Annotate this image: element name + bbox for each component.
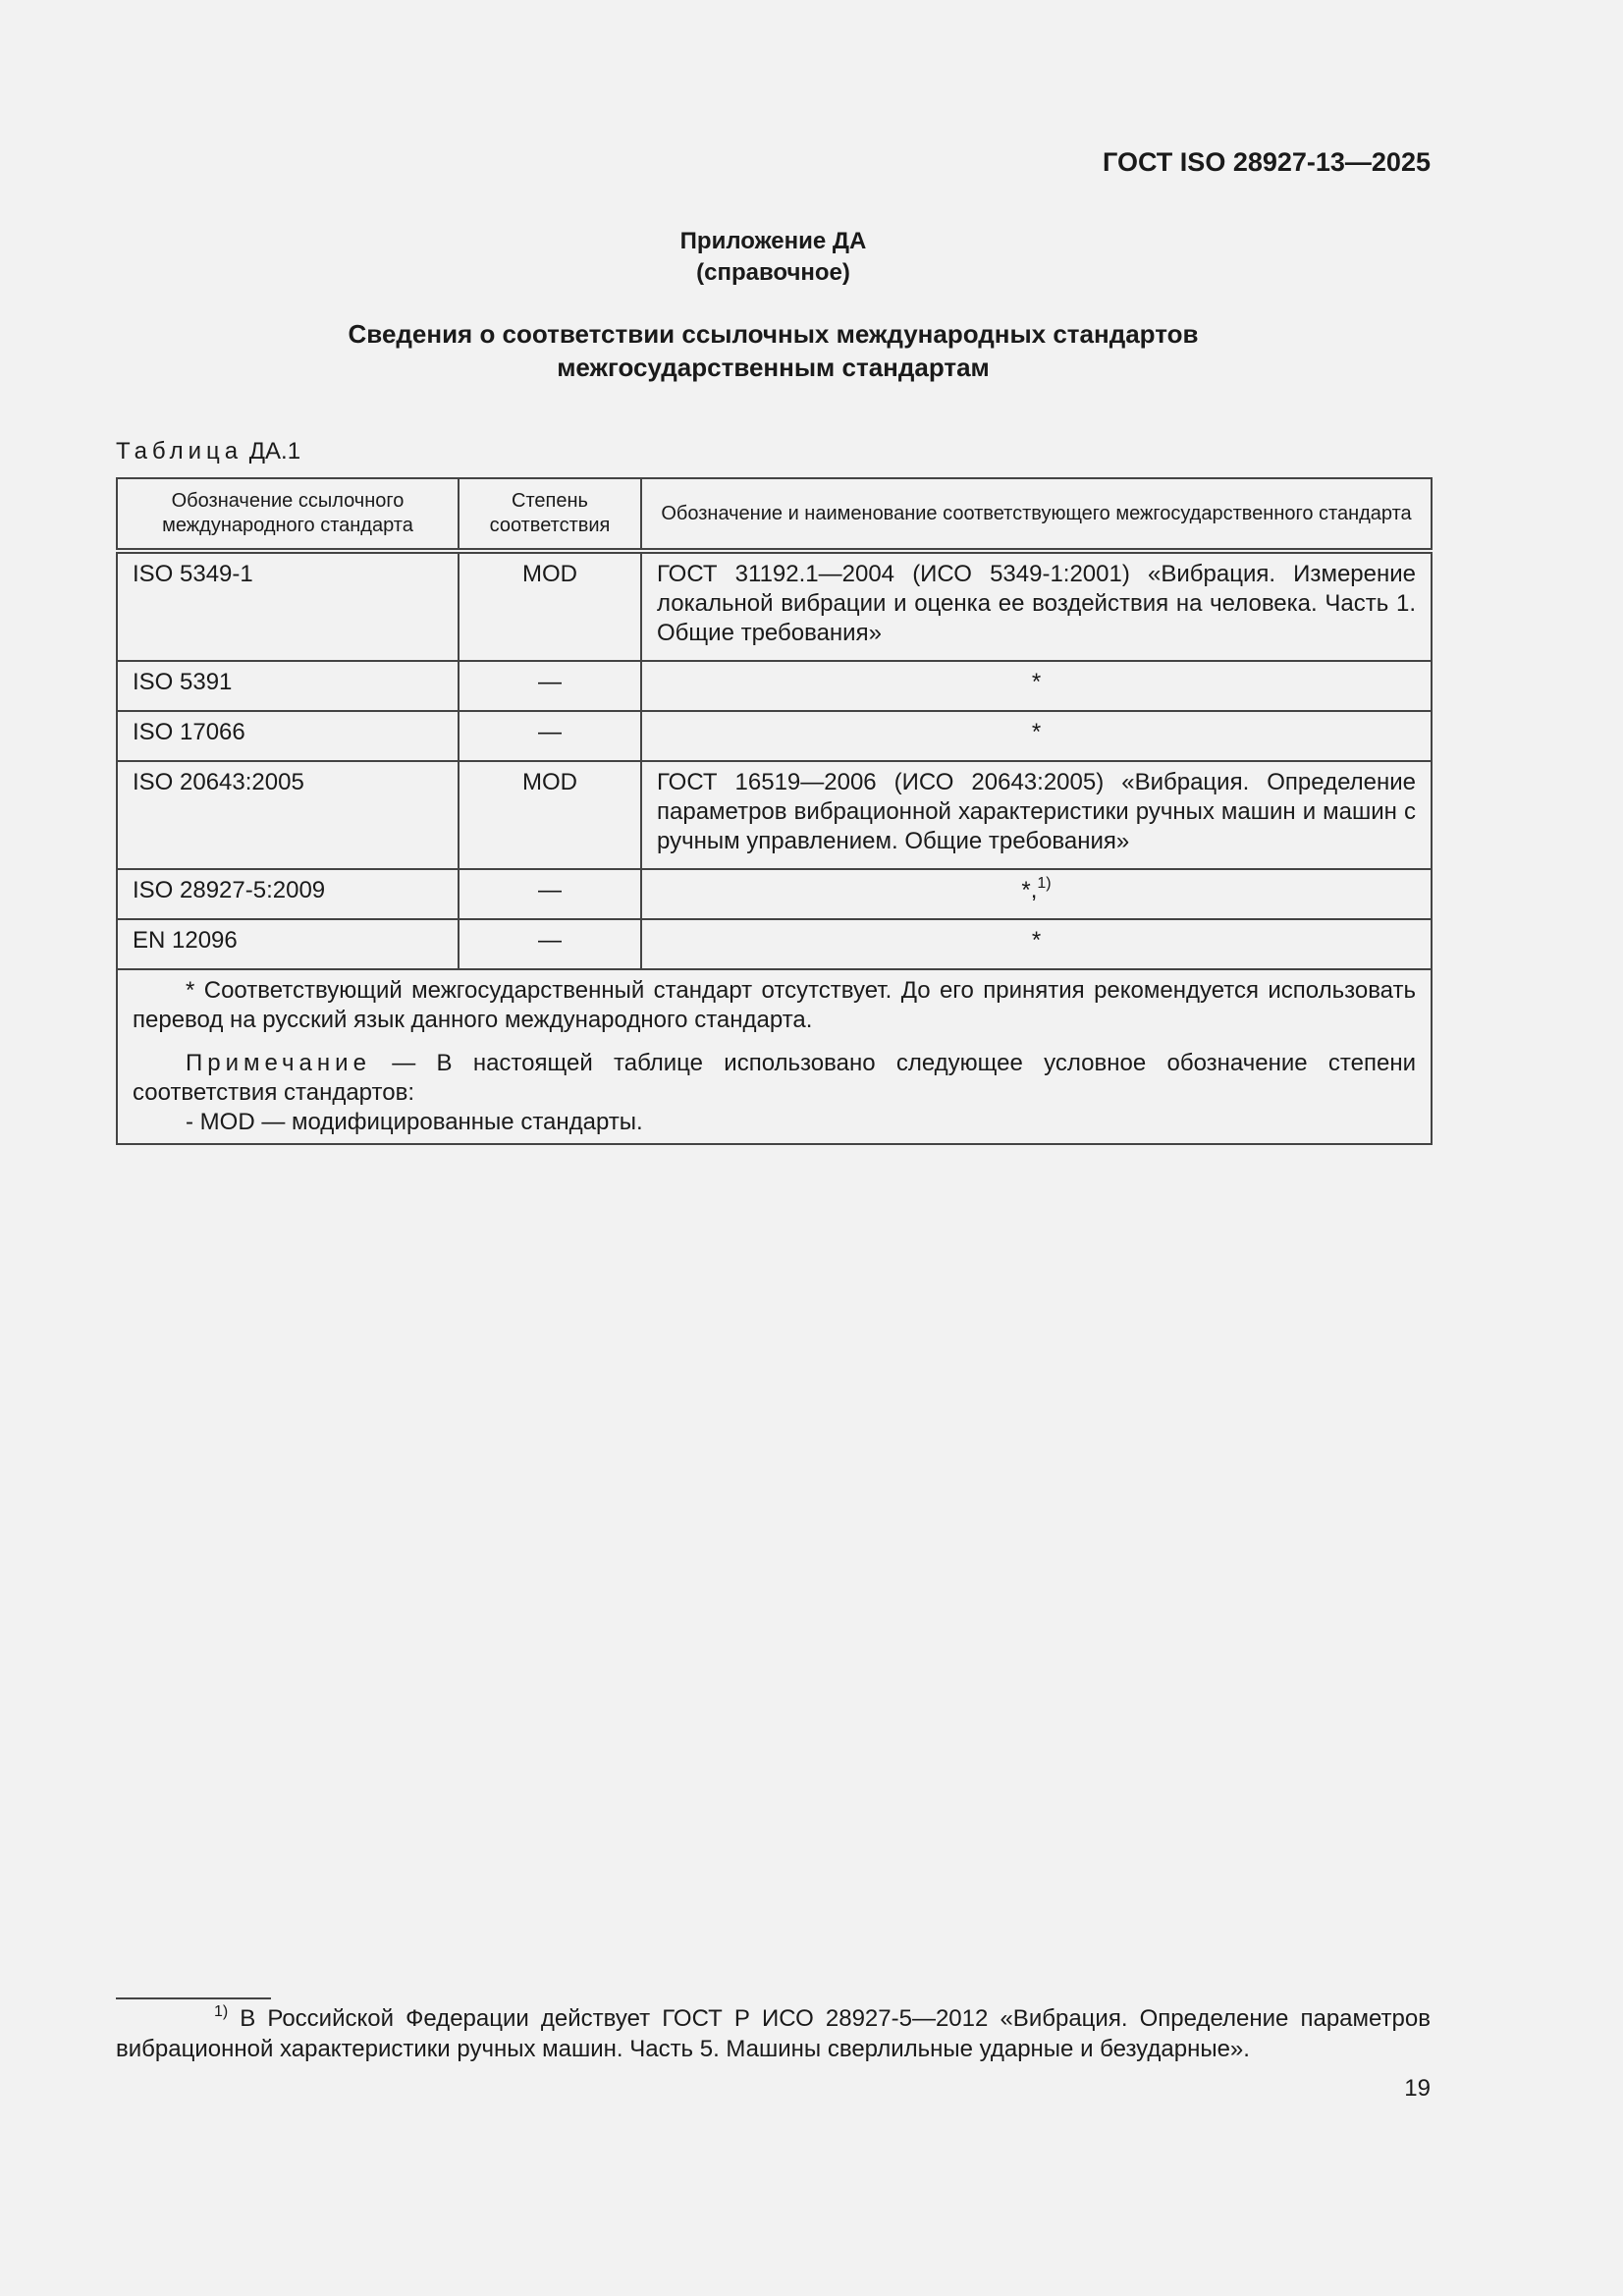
footnote-reference[interactable]: 1) [1037, 875, 1052, 892]
table-note-bullet: - MOD — модифицированные стандарты. [186, 1109, 643, 1135]
section-title-line-1: Сведения о соответствии ссылочных международных стандартов [348, 319, 1199, 349]
cell-ref: ISO 17066 [117, 711, 459, 761]
footnote-text: В Российской Федерации действует ГОСТ Р ИСО 28927-5—2012 «Вибрация. Определение параметров вибрационной характеристики ручных машин. Часть 5. Машины сверлильные ударные и безударные». [116, 2005, 1431, 2062]
annex-heading [0, 226, 1546, 289]
cell-degree: MOD [459, 551, 641, 661]
annex-title: Приложение ДА [679, 228, 867, 254]
table-note-label: Примечание [186, 1050, 371, 1076]
table-row [117, 919, 1432, 969]
cell-degree: — [459, 661, 641, 711]
cell-national [641, 869, 1432, 919]
cell-ref: ISO 5391 [117, 661, 459, 711]
cell-ref: ISO 20643:2005 [117, 761, 459, 869]
table-row [117, 761, 1432, 869]
cell-degree: — [459, 919, 641, 969]
column-header-ref: Обозначение ссылочного международного стандарта [117, 478, 459, 551]
cell-degree: MOD [459, 761, 641, 869]
table-label-number: ДА.1 [248, 438, 301, 465]
cell-national: ГОСТ 31192.1—2004 (ИСО 5349-1:2001) «Вибрация. Измерение локальной вибрации и оценка ее воздействия на человека. Часть 1. Общие требования» [641, 551, 1432, 661]
cell-national: * [641, 919, 1432, 969]
section-title [0, 317, 1546, 384]
document-code: ГОСТ ISO 28927-13—2025 [1103, 147, 1431, 177]
star-footnote: * Соответствующий межгосударственный стандарт отсутствует. До его принятия рекомендуется использовать перевод на русский язык данного международного стандарта. [133, 977, 1416, 1033]
cell-ref: ISO 5349-1 [117, 551, 459, 661]
table-notes-cell [117, 969, 1432, 1144]
cell-national: * [641, 711, 1432, 761]
cell-ref: EN 12096 [117, 919, 459, 969]
cell-degree: — [459, 869, 641, 919]
cell-national: ГОСТ 16519—2006 (ИСО 20643:2005) «Вибрация. Определение параметров вибрационной характеристики ручных машин и машин с ручным управлением. Общие требования» [641, 761, 1432, 869]
section-title-line-2: межгосударственным стандартам [557, 353, 990, 382]
cell-degree: — [459, 711, 641, 761]
table-header-row [117, 478, 1432, 551]
table-row [117, 869, 1432, 919]
cell-national-text: *, [1021, 877, 1038, 903]
table-row [117, 711, 1432, 761]
table-notes-row [117, 969, 1432, 1144]
page-footnote: $^{1)}$ В Российской Федерации действует ГОСТ Р ИСО 28927-5—2012 «Вибрация. Определение параметров вибрационной характеристики ручных машин. Часть 5. Машины сверлильные ударные и безударные». [116, 2003, 1431, 2062]
page-number: 19 [1404, 2075, 1431, 2102]
column-header-degree: Степень соответствия [459, 478, 641, 551]
table-note [133, 1049, 1416, 1108]
annex-subtitle: (справочное) [696, 259, 850, 286]
correspondence-table [116, 477, 1433, 1145]
table-note-text: — В настоящей таблице использовано следующее условное обозначение степени соответствия стандартов: [133, 1050, 1416, 1106]
cell-national: * [641, 661, 1432, 711]
table-row [117, 661, 1432, 711]
cell-ref: ISO 28927-5:2009 [117, 869, 459, 919]
table-row [117, 551, 1432, 661]
table-label-prefix: Таблица [116, 438, 243, 465]
footnote-separator [116, 1997, 271, 1999]
table-label [116, 438, 300, 465]
column-header-national: Обозначение и наименование соответствующего межгосударственного стандарта [641, 478, 1432, 551]
